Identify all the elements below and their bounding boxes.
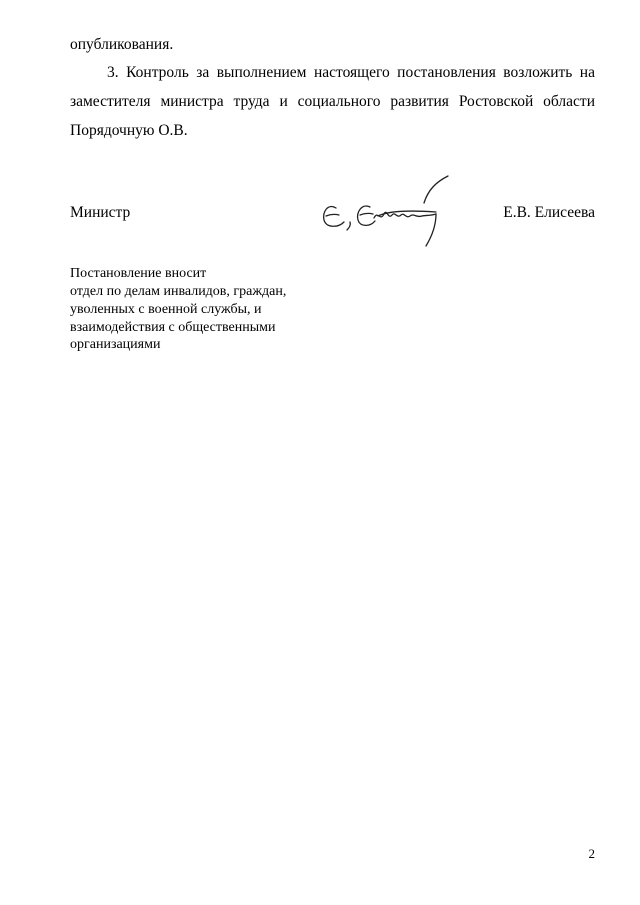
paragraph-3-line-2: заместителя министра труда и социального развития Ростовской области <box>70 93 595 110</box>
footer-note-line-3: уволенных с военной службы, и <box>70 302 262 317</box>
footer-note-line-2: отдел по делам инвалидов, граждан, <box>70 284 287 299</box>
signatory-name: Е.В. Елисеева <box>503 204 595 221</box>
paragraph-3-line-1: 3. Контроль за выполнением настоящего постановления возложить на <box>107 64 595 81</box>
page-number: 2 <box>588 846 595 861</box>
handwritten-signature-icon <box>318 170 453 250</box>
footer-note-line-4: взаимодействия с общественными <box>70 320 276 335</box>
signatory-title: Министр <box>70 204 131 221</box>
text-line-publication: опубликования. <box>70 36 174 53</box>
footer-note-line-5: организациями <box>70 337 161 352</box>
paragraph-3-line-3: Порядочную О.В. <box>70 122 188 139</box>
footer-note-line-1: Постановление вносит <box>70 266 207 281</box>
